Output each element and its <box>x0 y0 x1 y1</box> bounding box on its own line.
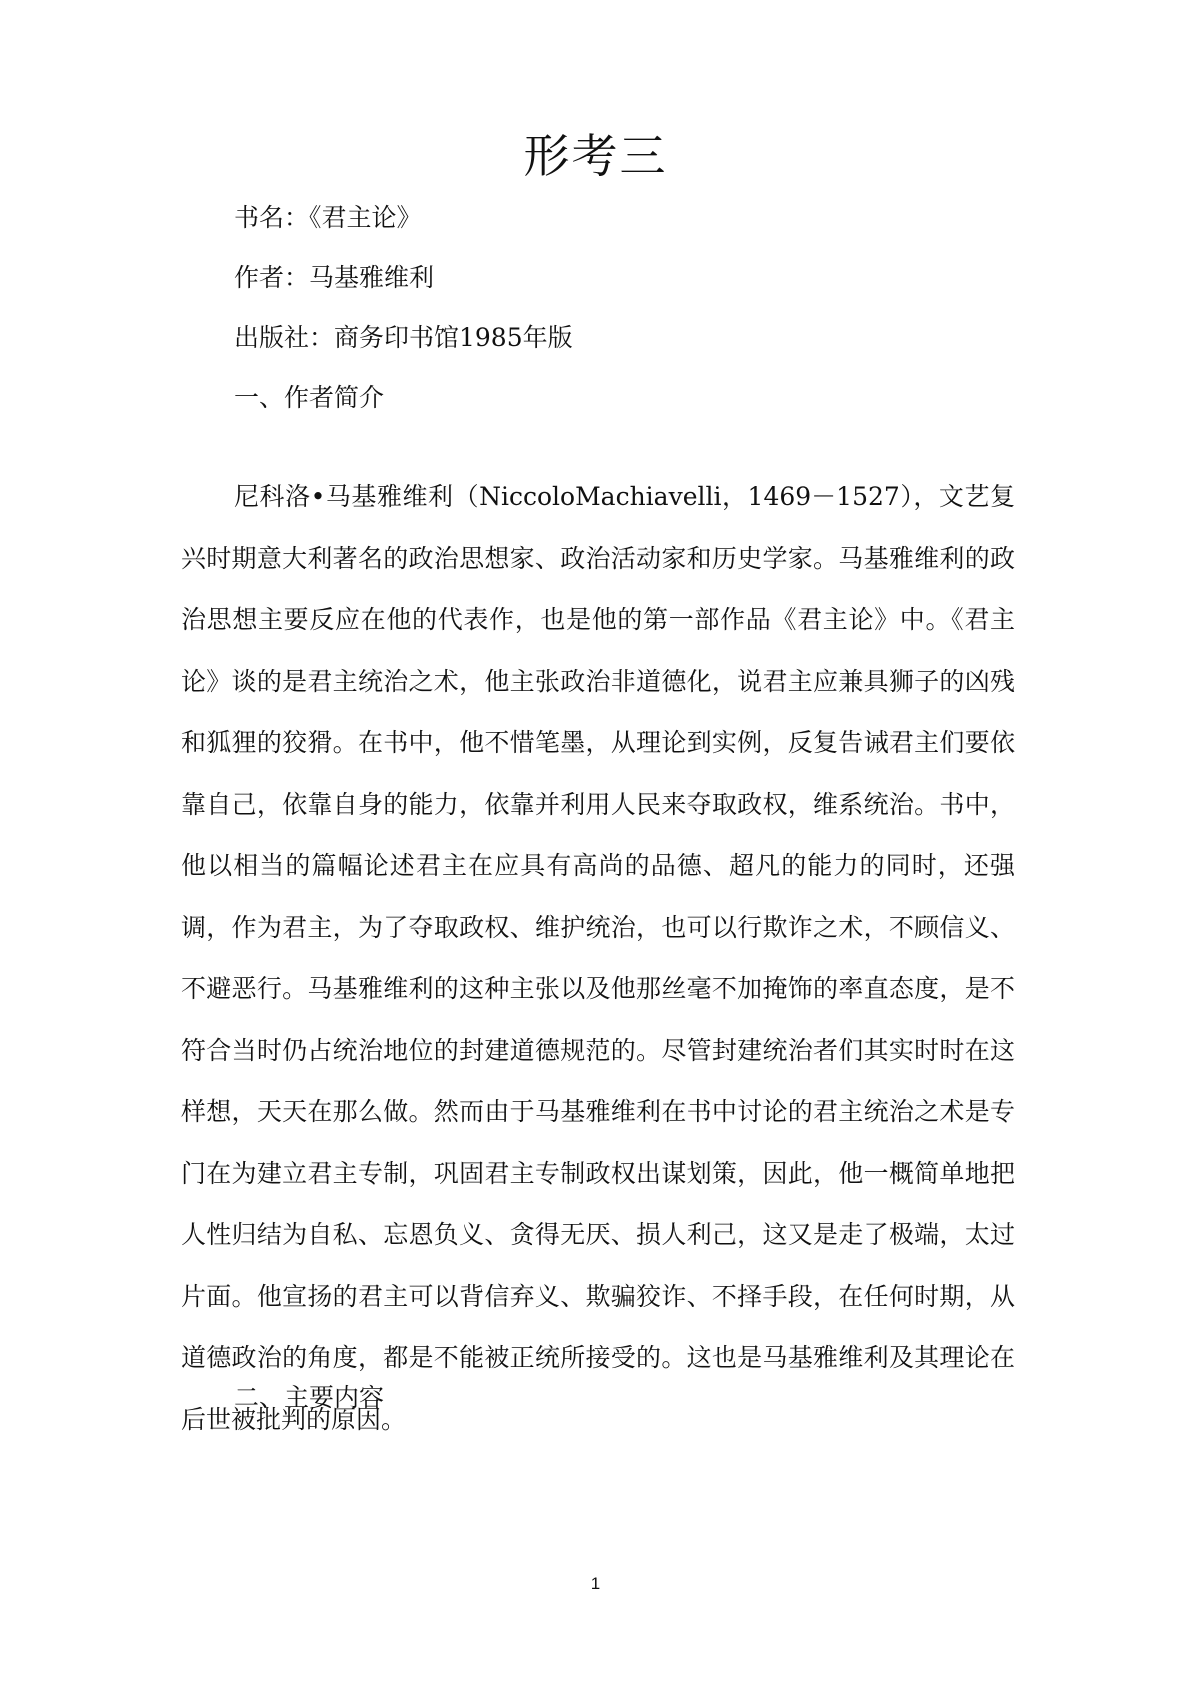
page-title: 形考三 <box>523 129 668 183</box>
section-heading-author-intro: 一、作者简介 <box>234 383 385 412</box>
section-heading-main-content: 二、主要内容 <box>234 1383 385 1412</box>
author-line: 作者：马基雅维利 <box>234 263 435 292</box>
author-intro-paragraph: 尼科洛•马基雅维利（NiccoloMachiavelli，1469－1527），文艺复兴时期意大利著名的政治思想家、政治活动家和历史学家。马基雅维利的政治思想主要反应在他的代表作，也是他的第一部作品《君主论》中。《君主论》谈的是君主统治之术，他主张政治非道德化，说君主应兼具狮子的凶残和狐狸的狡猾。在书中，他不惜笔墨，从理论到实例，反复告诫君主们要依靠自己，依靠自身的能力，依靠并利用人民来夺取政权，维系统治。书中，他以相当的篇幅论述君主在应具有高尚的品德、超凡的能力的同时，还强调，作为君主，为了夺取政权、维护统治，也可以行欺诈之术，不顾信义、不避恶行。马基雅维利的这种主张以及他那丝毫不加掩饰的率直态度，是不符合当时仍占统治地位的封建道德规范的。尽管封建统治者们其实时时在这样想，天天在那么做。然而由于马基雅维利在书中讨论的君主统治之术是专门在为建立君主专制，巩固君主专制政权出谋划策，因此，他一概简单地把人性归结为自私、忘恩负义、贪得无厌、损人利己，这又是走了极端，太过片面。他宣扬的君主可以背信弃义、欺骗狡诈、不择手段，在任何时期，从道德政治的角度，都是不能被正统所接受的。这也是马基雅维利及其理论在后世被批判的原因。 <box>181 482 1015 1434</box>
book-name-line: 书名：《君主论》 <box>234 203 422 232</box>
publisher-line: 出版社：商务印书馆1985年版 <box>234 323 573 352</box>
page-number: 1 <box>590 1574 601 1593</box>
